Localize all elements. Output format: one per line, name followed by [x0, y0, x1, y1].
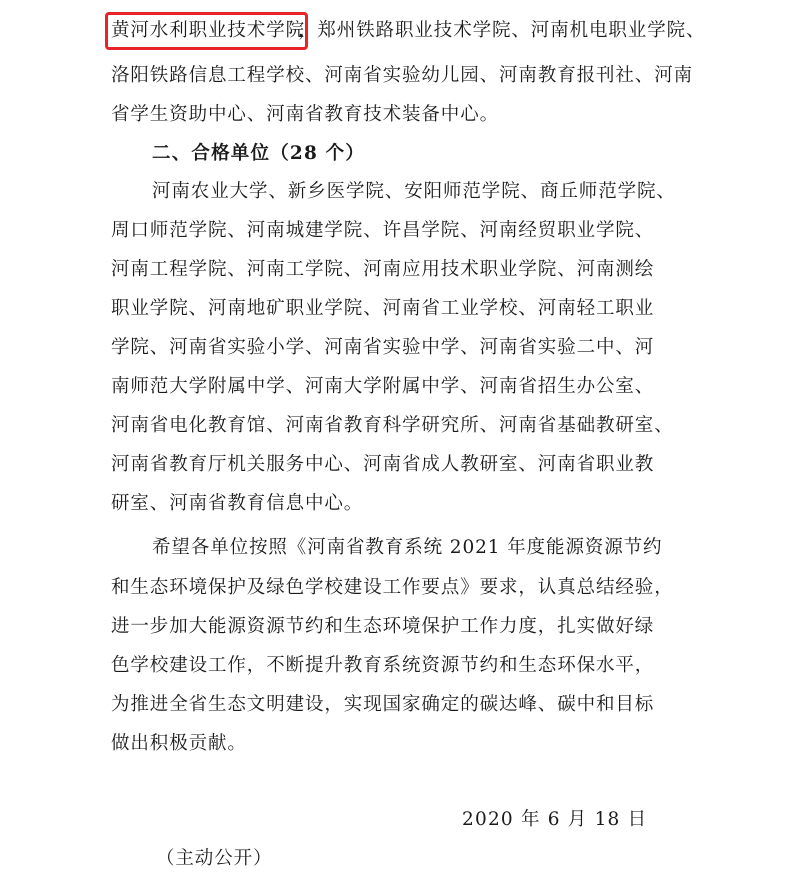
section-one-text: ，郑州铁路职业技术学院、河南机电职业学院、 [298, 20, 706, 41]
highlighted-institution: 黄河水利职业技术学院 [111, 20, 306, 41]
document-page: 黄河水利职业技术学院 ，郑州铁路职业技术学院、河南机电职业学院、 洛阳铁路信息工程学校、河南省实验幼儿园、河南教育报刊社、河南 省学生资助中心、河南省教育技术装备中心。 二、合格单位（28 个） 河南农业大学、新乡医学院、安阳师范学院、商丘师范学院、 周口师范学院、河南城建学院、许昌学院、河南经贸职业学院、 河南工程学院、河南工学院、河南应用技术职业学院、河南测绘 职业学院、河南地矿职业学院、河南省工业学校、河南轻工职业 学院、河南省实验小学、河南省实验中学、河南省实验二中、河 南师范大学附属中学、河南大学附属中学、河南省招生办公室、 河南省电化教育馆、河南省教育科学研究所、河南省基础教研室、 河南省教育厅机关服务中心、河南省成人教研室、河南省职业教 研室、河南省教育信息中心。 希望各单位按照《河南省教育系统 2021 年度能源资源节约 和生态环境保护及绿色学校建设工作要点》要求，认真总结经验， 进一步加大能源资源节约和生态环境保护工作力度，扎实做好绿 色学校建设工作，不断提升教育系统资源节约和生态环保水平， 为推进全省生态文明建设，实现国家确定的碳达峰、碳中和目标 做出积极贡献。 2020 年 6 月 18 日 （主动公开） [0, 0, 795, 881]
